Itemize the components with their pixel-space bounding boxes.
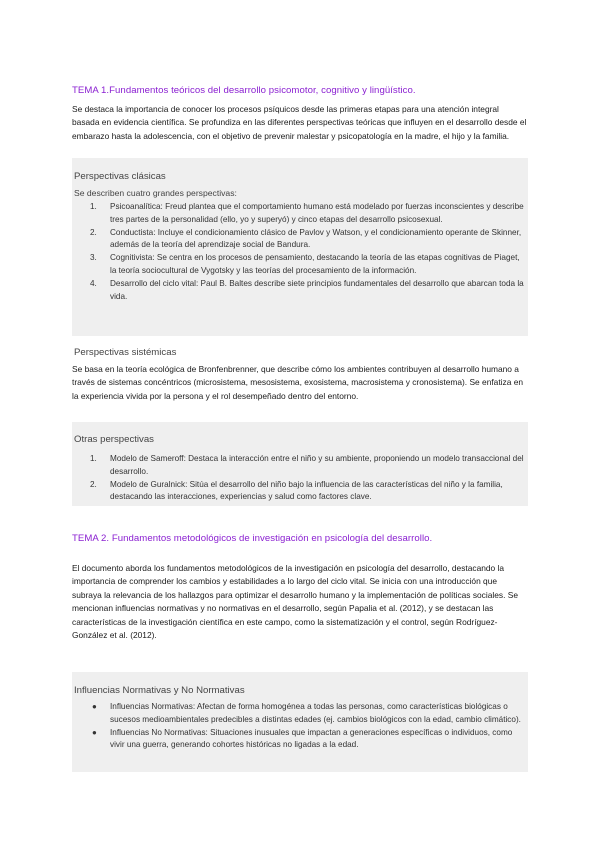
list-item: ● Influencias Normativas: Afectan de forma homogénea a todas las personas, como características biológicas o sucesos medioambientales predecibles a distintas edades (ej. cambios biológicos con la edad, cambio climático). [92,702,521,724]
tema1-title: TEMA 1.Fundamentos teóricos del desarrollo psicomotor, cognitivo y lingüístico. [72,85,416,96]
list-item: 4. Desarrollo del ciclo vital: Paul B. Baltes describe siete principios fundamentales del desarrollo que abarcan toda la vida. [90,278,524,301]
otras-heading: Otras perspectivas [74,434,154,445]
influencias-list [72,701,528,752]
list-item: 2. Modelo de Guralnick: Sitúa el desarrollo del niño bajo la influencia de las características del niño y la familia, destacando las interacciones, experiencias y salud como factores clave. [90,479,503,502]
tema2-title: TEMA 2. Fundamentos metodológicos de investigación en psicología del desarrollo. [72,533,433,544]
clasicas-lead: Se describen cuatro grandes perspectivas: [74,188,237,198]
tema1-intro: Se destaca la importancia de conocer los procesos psíquicos desde las primeras etapas para una atención integral basada en evidencia científica. Se profundiza en las diferentes perspectivas teóricas que influyen en el desarrollo desde el embarazo hasta la adolescencia, con el objetivo de prevenir malestar y psicopatología en la madre, el hijo y la familia. [72,104,527,141]
otras-list [72,453,528,504]
clasicas-list [72,201,528,303]
list-item: 2. Conductista: Incluye el condicionamiento clásico de Pavlov y Watson, y el condicionamiento operante de Skinner, además de la teoría del aprendizaje social de Bandura. [90,227,522,250]
influencias-section [72,672,528,772]
sistemicas-heading: Perspectivas sistémicas [74,347,177,358]
list-item: 3. Cognitivista: Se centra en los procesos de pensamiento, destacando la teoría de las etapas cognitivas de Piaget, la teoría sociocultural de Vygotsky y las teorías del procesamiento de la información. [90,253,520,275]
clasicas-heading: Perspectivas clásicas [74,171,166,182]
clasicas-section [72,158,528,336]
otras-section [72,422,528,506]
list-item: 1. Psicoanalítica: Freud plantea que el comportamiento humano está modelado por fuerzas inconscientes y describe tres partes de la personalidad (ello, yo y superyó) y cinco etapas del desarrollo psicosexual. [90,202,524,224]
sistemicas-text: Se basa en la teoría ecológica de Bronfenbrenner, que describe cómo los ambientes contribuyen al desarrollo humano a través de sistemas concéntricos (microsistema, mesosistema, exosistema, macrosistema y cronosistema). Se enfatiza en la experiencia vivida por la persona y el rol desempeñado dentro del entorno. [72,364,524,401]
list-item: 1. Modelo de Sameroff: Destaca la interacción entre el niño y su ambiente, proponiendo un modelo transaccional del desarrollo. [90,454,524,476]
sistemicas-section [72,346,528,403]
bullet-icon: ● [92,702,97,711]
influencias-heading: Influencias Normativas y No Normativas [74,685,245,696]
bullet-icon: ● [92,727,97,737]
list-item: ● Influencias No Normativas: Situaciones inusuales que impactan a generaciones específicas o individuos, como vivir una guerra, generando cohortes históricas no ligadas a la edad. [92,727,513,750]
tema2-intro: El documento aborda los fundamentos metodológicos de la investigación en psicología del desarrollo, destacando la importancia de comprender los cambios y estabilidades a lo largo del ciclo vital. Se inicia con una introducción que subraya la relevancia de los hallazgos para optimizar el desarrollo humano y la implementación de políticas sociales. Se mencionan influencias normativas y no normativas en el desarrollo, según Papalia et al. (2012), y se destacan las características de la investigación científica en este campo, como la sistematización y el control, según Rodríguez-González et al. (2012). [72,563,518,641]
